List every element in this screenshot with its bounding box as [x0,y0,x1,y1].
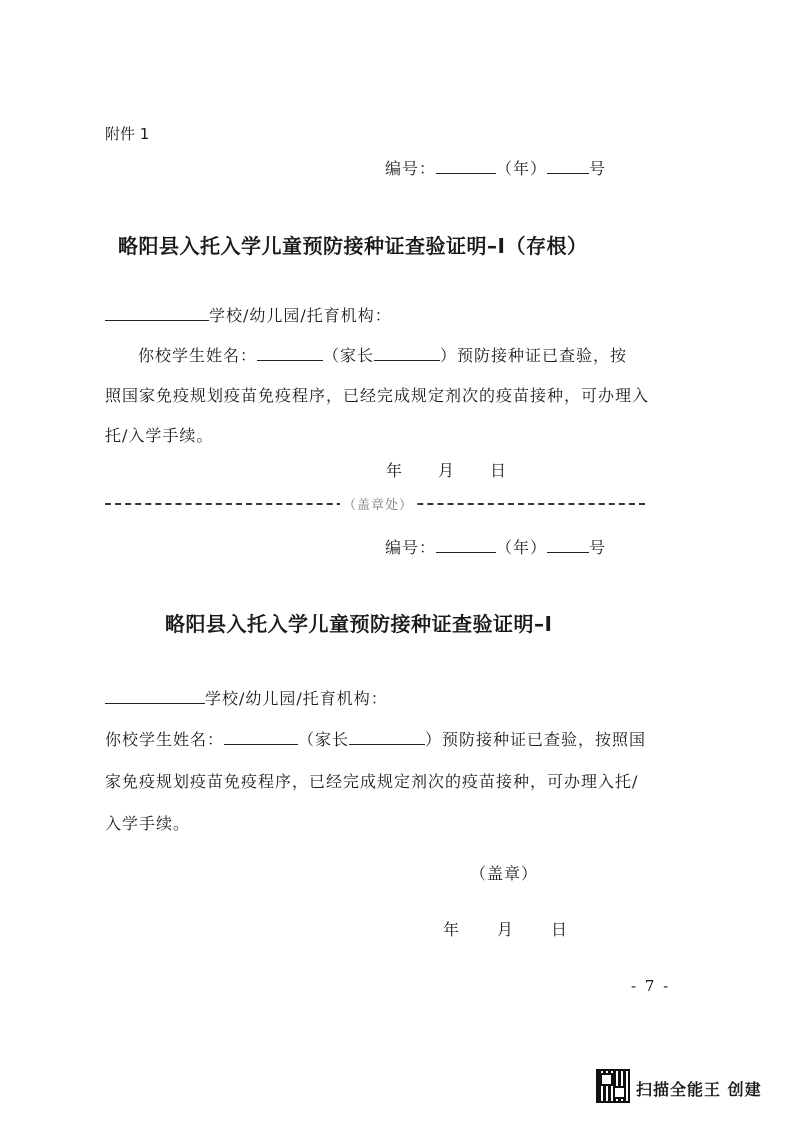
stub-body-line-2: 照国家免疫规划疫苗免疫程序，已经完成规定剂次的疫苗接种，可办理入 [105,386,650,405]
certificate-number-line [385,535,606,558]
attachment-label: 附件 1 [105,125,150,143]
certificate-addressee-line [105,686,388,709]
stub-number-blank-2[interactable] [547,159,589,174]
stub-student-name-blank[interactable] [257,346,323,361]
certificate-number-suffix: 号 [589,538,607,557]
stub-date-month: 月 [438,461,456,480]
stub-body-line-1-tail: ）预防接种证已查验，按 [440,346,628,365]
scanner-brand-watermark: 扫描全能王 创建 [636,1080,762,1099]
stub-title: 略阳县入托入学儿童预防接种证查验证明–I（存根） [118,234,588,258]
certificate-number-prefix: 编号： [385,538,437,557]
certificate-body-line-3: 入学手续。 [105,814,191,833]
certificate-date-day: 日 [551,920,569,939]
certificate-number-blank-2[interactable] [547,538,589,553]
certificate-parent-label: （家长 [298,730,350,749]
stub-date-day: 日 [490,461,508,480]
stub-addressee-line [105,303,392,326]
certificate-title: 略阳县入托入学儿童预防接种证查验证明–I [165,612,553,636]
page-number: - 7 - [631,977,671,995]
stub-body-line-1 [138,343,627,366]
certificate-date-year: 年 [443,920,461,939]
stub-addressee-suffix: 学校/幼儿园/托育机构： [209,306,392,325]
certificate-student-name-blank[interactable] [224,730,298,745]
certificate-student-label: 你校学生姓名： [105,730,225,749]
certificate-date-month: 月 [497,920,515,939]
certificate-school-blank[interactable] [105,689,205,704]
certificate-number-blank-1[interactable] [436,538,496,553]
stub-number-year: （年） [496,159,548,178]
stub-student-label: 你校学生姓名： [138,346,258,365]
certificate-body-line-2: 家免疫规划疫苗免疫程序，已经完成规定剂次的疫苗接种，可办理入托/ [105,772,639,791]
qr-code-icon [596,1069,630,1103]
stub-body-line-3: 托/入学手续。 [105,426,214,445]
certificate-body-line-1-tail: ）预防接种证已查验，按照国 [425,730,647,749]
stub-number-line [385,156,606,179]
stub-number-prefix: 编号： [385,159,437,178]
stub-number-suffix: 号 [589,159,607,178]
certificate-parent-name-blank[interactable] [349,730,425,745]
cut-divider-label: （盖章处） [340,494,416,513]
stub-school-blank[interactable] [105,306,209,321]
stub-date-year: 年 [386,461,404,480]
stub-parent-label: （家长 [323,346,375,365]
stub-number-blank-1[interactable] [436,159,496,174]
stub-parent-name-blank[interactable] [374,346,440,361]
certificate-number-year: （年） [496,538,548,557]
certificate-seal: （盖章） [470,864,539,883]
certificate-addressee-suffix: 学校/幼儿园/托育机构： [205,689,388,708]
certificate-body-line-1 [105,727,646,750]
